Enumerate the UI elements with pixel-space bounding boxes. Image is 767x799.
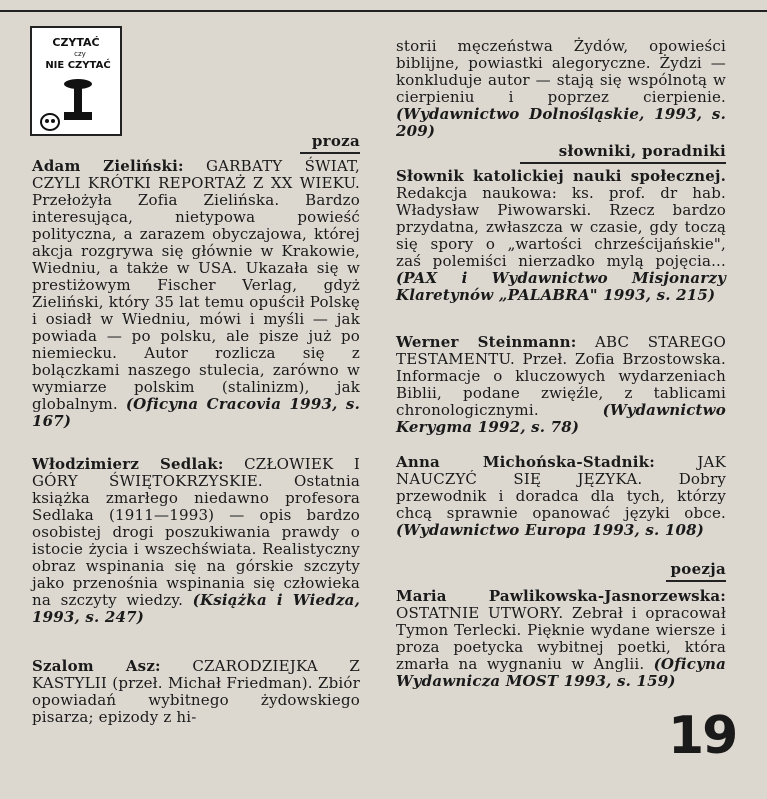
entry-steinmann <box>396 334 726 436</box>
entry-author: Słownik katolickiej nauki społecznej. <box>396 167 726 185</box>
entry-title: OSTATNIE UTWORY. <box>396 604 564 622</box>
entry-author: Maria Pawlikowska-Jasnorzewska: <box>396 587 726 605</box>
entry-author: Anna Michońska-Stadnik: <box>396 453 655 471</box>
entry-body: storii męczeństwa Żydów, opowieści biblijne, powiastki alegoryczne. Żydzi — konkluduje autor — stają się wspólnotą w cierpieniu i poprzez cierpienie. <box>396 37 726 106</box>
entry-sedlak <box>32 456 360 626</box>
entry-slownik <box>396 168 726 304</box>
entry-zielinski <box>32 158 360 430</box>
entry-publisher: (Oficyna Wydawnicza MOST 1993, s. 159) <box>396 655 727 690</box>
entry-body: Dobry przewodnik i doradca dla tych, którzy chcą sprawnie opanować języki obce. <box>396 470 726 522</box>
entry-author: Szalom Asz: <box>32 657 161 675</box>
entry-asz-continued <box>396 38 726 140</box>
section-header-slowniki: słowniki, poradniki <box>520 142 726 164</box>
entry-title: CZARODZIEJKA Z KASTYLII <box>32 657 360 692</box>
section-header-poezja: poezja <box>666 560 726 582</box>
entry-publisher: (Oficyna Cracovia 1993, s. 167) <box>32 395 360 430</box>
entry-publisher: (Książka i Wiedza, 1993, s. 247) <box>32 591 361 626</box>
page-number: 19 <box>668 706 737 766</box>
entry-body: Redakcja naukowa: ks. prof. dr hab. Władysław Piwowarski. Rzecz bardzo przydatna, zwłaszcza w czasie, gdy toczą się spory o „wartości chrześcijańskie", zaś polemiści nierzadko mylą pojęcia... <box>396 184 726 270</box>
logo-line-3: NIE CZYTAĆ <box>45 60 111 71</box>
entry-body: Zebrał i opracował Tymon Terlecki. Pięknie wydane wiersze i proza poetycka wybitnej poetki, która zmarła na wygnaniu w Anglii. <box>396 604 727 673</box>
entry-title: ABC STAREGO TESTAMENTU. <box>396 333 726 368</box>
entry-body: Przeł. Zofia Brzostowska. Informacje o kluczowych wydarzeniach Biblii, podane zwięźle, z tablicami chronologicznymi. <box>396 350 726 419</box>
logo-line-2: czy <box>74 50 86 58</box>
logo-line-1: CZYTAĆ <box>52 36 100 49</box>
top-rule <box>0 10 767 12</box>
entry-title: CZŁOWIEK I GÓRY ŚWIĘTOKRZYSKIE. <box>32 455 360 490</box>
entry-publisher: (Wydawnictwo Europa 1993, s. 108) <box>396 521 705 539</box>
entry-body: Ostatnia książka zmarłego niedawno profesora Sedlaka (1911—1993) — opis bardzo osobistej drogi poszukiwania prawdy o istocie życia i wszechświata. Realistyczny obraz wspinania się na górskie szczyty jako przenośnia wspinania się człowieka na szczyty wiedzy. <box>32 472 361 609</box>
entry-asz <box>32 658 360 726</box>
entry-author: Werner Steinmann: <box>396 333 577 351</box>
entry-body: (przeł. Michał Friedman). Zbiór opowiadań wybitnego żydowskiego pisarza; epizody z hi- <box>32 674 361 726</box>
entry-publisher: (PAX i Wydawnictwo Misjonarzy Klaretynów „PALABRA" 1993, s. 215) <box>396 269 726 304</box>
entry-author: Włodzimierz Sedlak: <box>32 455 224 473</box>
entry-publisher: (Wydawnictwo Dolnośląskie, 1993, s. 209) <box>396 105 726 140</box>
entry-publisher: (Wydawnictwo Kerygma 1992, s. 78) <box>396 401 726 436</box>
entry-title: JAK NAUCZYĆ SIĘ JĘZYKA. <box>396 453 726 488</box>
czytac-logo <box>30 26 122 136</box>
entry-title: GARBATY ŚWIAT, CZYLI KRÓTKI REPORTAŻ Z XX WIEKU. <box>32 157 361 192</box>
entry-michonska <box>396 454 726 539</box>
section-header-proza: proza <box>300 132 360 154</box>
entry-pawlikowska <box>396 588 726 690</box>
entry-author: Adam Zieliński: <box>32 157 184 175</box>
entry-body: Przełożyła Zofia Zielińska. Bardzo interesująca, nietypowa powieść polityczna, a zarazem obyczajowa, której akcja rozgrywa się głównie w Krakowie, Wiedniu, a także w USA. Ukazała się w prestiżowym Fischer Verlag, gdyż Zieliński, który 35 lat temu opuścił Polskę i osiadł w Wiedniu, mówi i myśli — jak powiada — po polsku, ale pisze już po niemiecku. Autor rozlicza się z bolączkami naszego stulecia, zarówno w wymiarze polskim (stalinizm), jak globalnym. <box>32 191 360 413</box>
